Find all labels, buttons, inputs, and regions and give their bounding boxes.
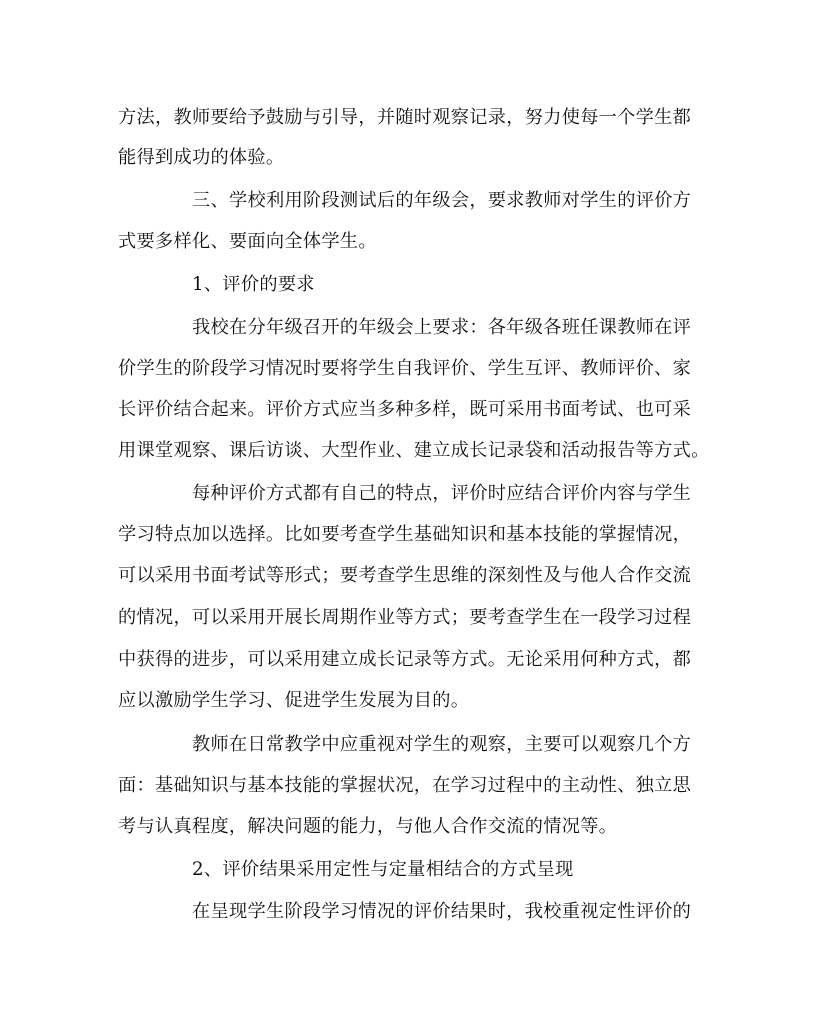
paragraph-line: 面：基础知识与基本技能的掌握状况，在学习过程中的主动性、独立思 <box>118 775 692 796</box>
paragraph-line: 式要多样化、要面向全体学生。 <box>118 231 377 252</box>
paragraph-line: 考与认真程度，解决问题的能力，与他人合作交流的情况等。 <box>118 816 618 837</box>
section-heading: 1、评价的要求 <box>192 274 315 295</box>
paragraph-line: 在呈现学生阶段学习情况的评价结果时，我校重视定性评价的 <box>192 901 692 922</box>
section-heading: 2、评价结果采用定性与定量相结合的方式呈现 <box>192 859 574 880</box>
paragraph-line: 我校在分年级召开的年级会上要求：各年级各班任课教师在评 <box>192 317 692 338</box>
paragraph-line: 用课堂观察、课后访谈、大型作业、建立成长记录袋和活动报告等方式。 <box>118 440 710 461</box>
paragraph-line: 可以采用书面考试等形式；要考查学生思维的深刻性及与他人合作交流 <box>118 565 692 586</box>
paragraph-line: 教师在日常教学中应重视对学生的观察，主要可以观察几个方 <box>192 734 692 755</box>
paragraph-line: 长评价结合起来。评价方式应当多种多样，既可采用书面考试、也可采 <box>118 399 692 420</box>
paragraph-line: 方法，教师要给予鼓励与引导，并随时观察记录，努力使每一个学生都 <box>118 107 692 128</box>
paragraph-line: 价学生的阶段学习情况时要将学生自我评价、学生互评、教师评价、家 <box>118 358 692 379</box>
paragraph-line: 能得到成功的体验。 <box>118 147 285 168</box>
paragraph-line: 中获得的进步，可以采用建立成长记录等方式。无论采用何种方式，都 <box>118 649 692 670</box>
paragraph-line: 的情况，可以采用开展长周期作业等方式；要考查学生在一段学习过程 <box>118 607 692 628</box>
paragraph-line: 三、学校利用阶段测试后的年级会，要求教师对学生的评价方 <box>192 190 692 211</box>
paragraph-line: 每种评价方式都有自己的特点，评价时应结合评价内容与学生 <box>192 483 692 504</box>
paragraph-line: 学习特点加以选择。比如要考查学生基础知识和基本技能的掌握情况， <box>118 524 692 545</box>
paragraph-line: 应以激励学生学习、促进学生发展为目的。 <box>118 690 470 711</box>
